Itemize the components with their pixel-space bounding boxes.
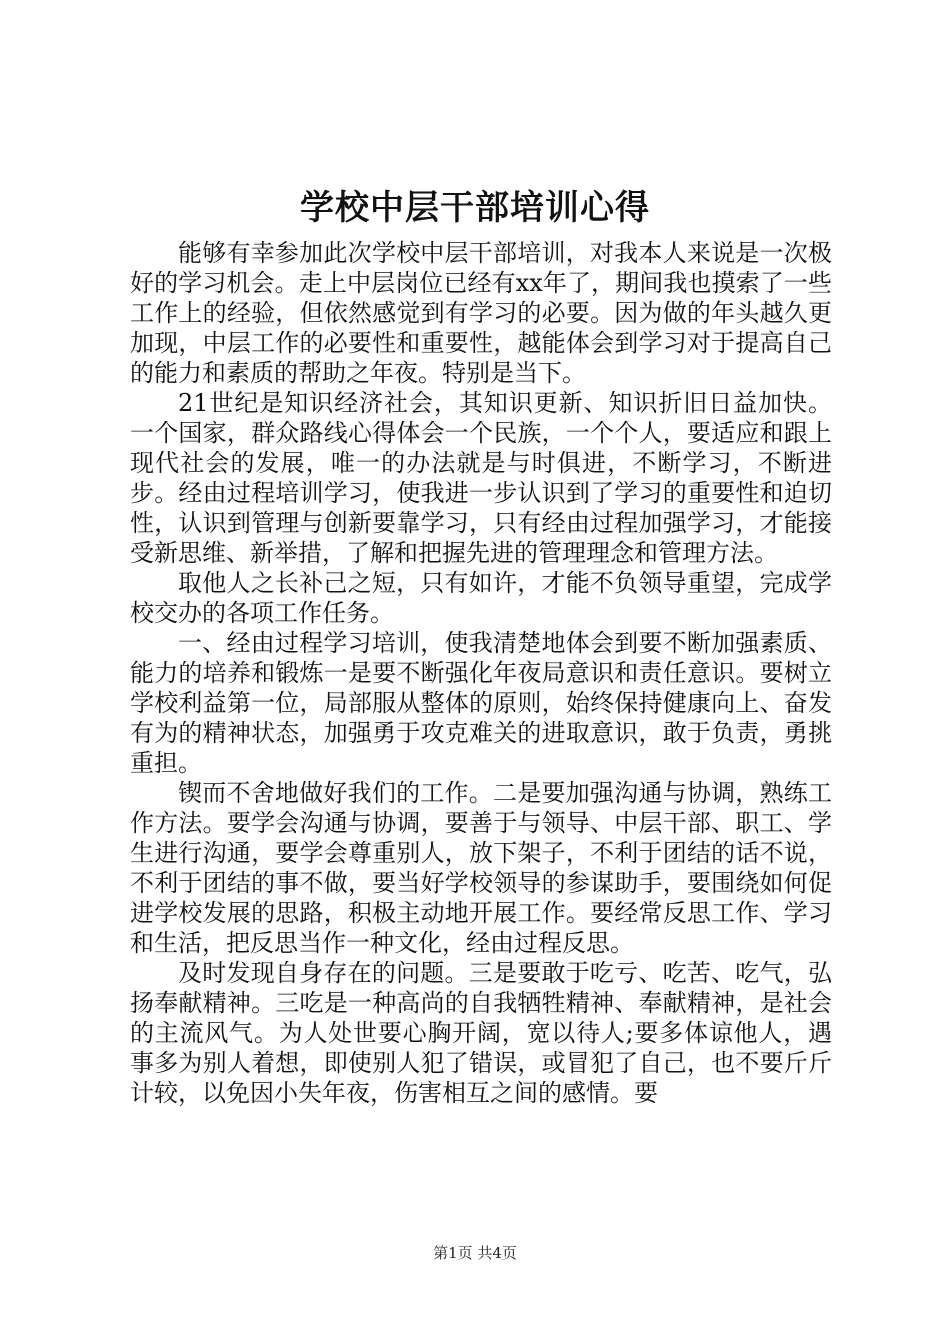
- document-body: [130, 238, 832, 1108]
- paragraph-3: 取他人之长补己之短，只有如许，才能不负领导重望，完成学校交办的各项工作任务。: [130, 569, 832, 627]
- document-title: 学校中层干部培训心得: [300, 188, 650, 228]
- paragraph-1: 能够有幸参加此次学校中层干部培训，对我本人来说是一次极好的学习机会。走上中层岗位已经有xx年了，期间我也摸索了一些工作上的经验，但依然感觉到有学习的必要。因为做的年头越久更加现，中层工作的必要性和重要性，越能体会到学习对于提高自己的能力和素质的帮助之年夜。特别是当下。: [130, 239, 832, 387]
- paragraph-5: 锲而不舍地做好我们的工作。二是要加强沟通与协调，熟练工作方法。要学会沟通与协调，要善于与领导、中层干部、职工、学生进行沟通，要学会尊重别人，放下架子，不利于团结的话不说，不利于团结的事不做，要当好学校领导的参谋助手，要围绕如何促进学校发展的思路，积极主动地开展工作。要经常反思工作、学习和生活，把反思当作一种文化，经由过程反思。: [130, 779, 832, 957]
- paragraph-4: 一、经由过程学习培训，使我清楚地体会到要不断加强素质、能力的培养和锻炼一是要不断强化年夜局意识和责任意识。要树立学校利益第一位，局部服从整体的原则，始终保持健康向上、奋发有为的精神状态，加强勇于攻克难关的进取意识，敢于负责，勇挑重担。: [130, 629, 832, 777]
- paragraph-2: 21世纪是知识经济社会，其知识更新、知识折旧日益加快。一个国家，群众路线心得体会一个民族，一个个人，要适应和跟上现代社会的发展，唯一的办法就是与时俱进，不断学习，不断进步。经由过程培训学习，使我进一步认识到了学习的重要性和迫切性，认识到管理与创新要靠学习，只有经由过程加强学习，才能接受新思维、新举措，了解和把握先进的管理理念和管理方法。: [130, 389, 832, 567]
- page-number-footer: 第1页 共4页: [433, 1244, 517, 1262]
- paragraph-6: 及时发现自身存在的问题。三是要敢于吃亏、吃苦、吃气，弘扬奉献精神。三吃是一种高尚的自我牺牲精神、奉献精神，是社会的主流风气。为人处世要心胸开阔，宽以待人;要多体谅他人，遇事多为别人着想，即使别人犯了错误，或冒犯了自己，也不要斤斤计较，以免因小失年夜，伤害相互之间的感情。要: [130, 959, 832, 1107]
